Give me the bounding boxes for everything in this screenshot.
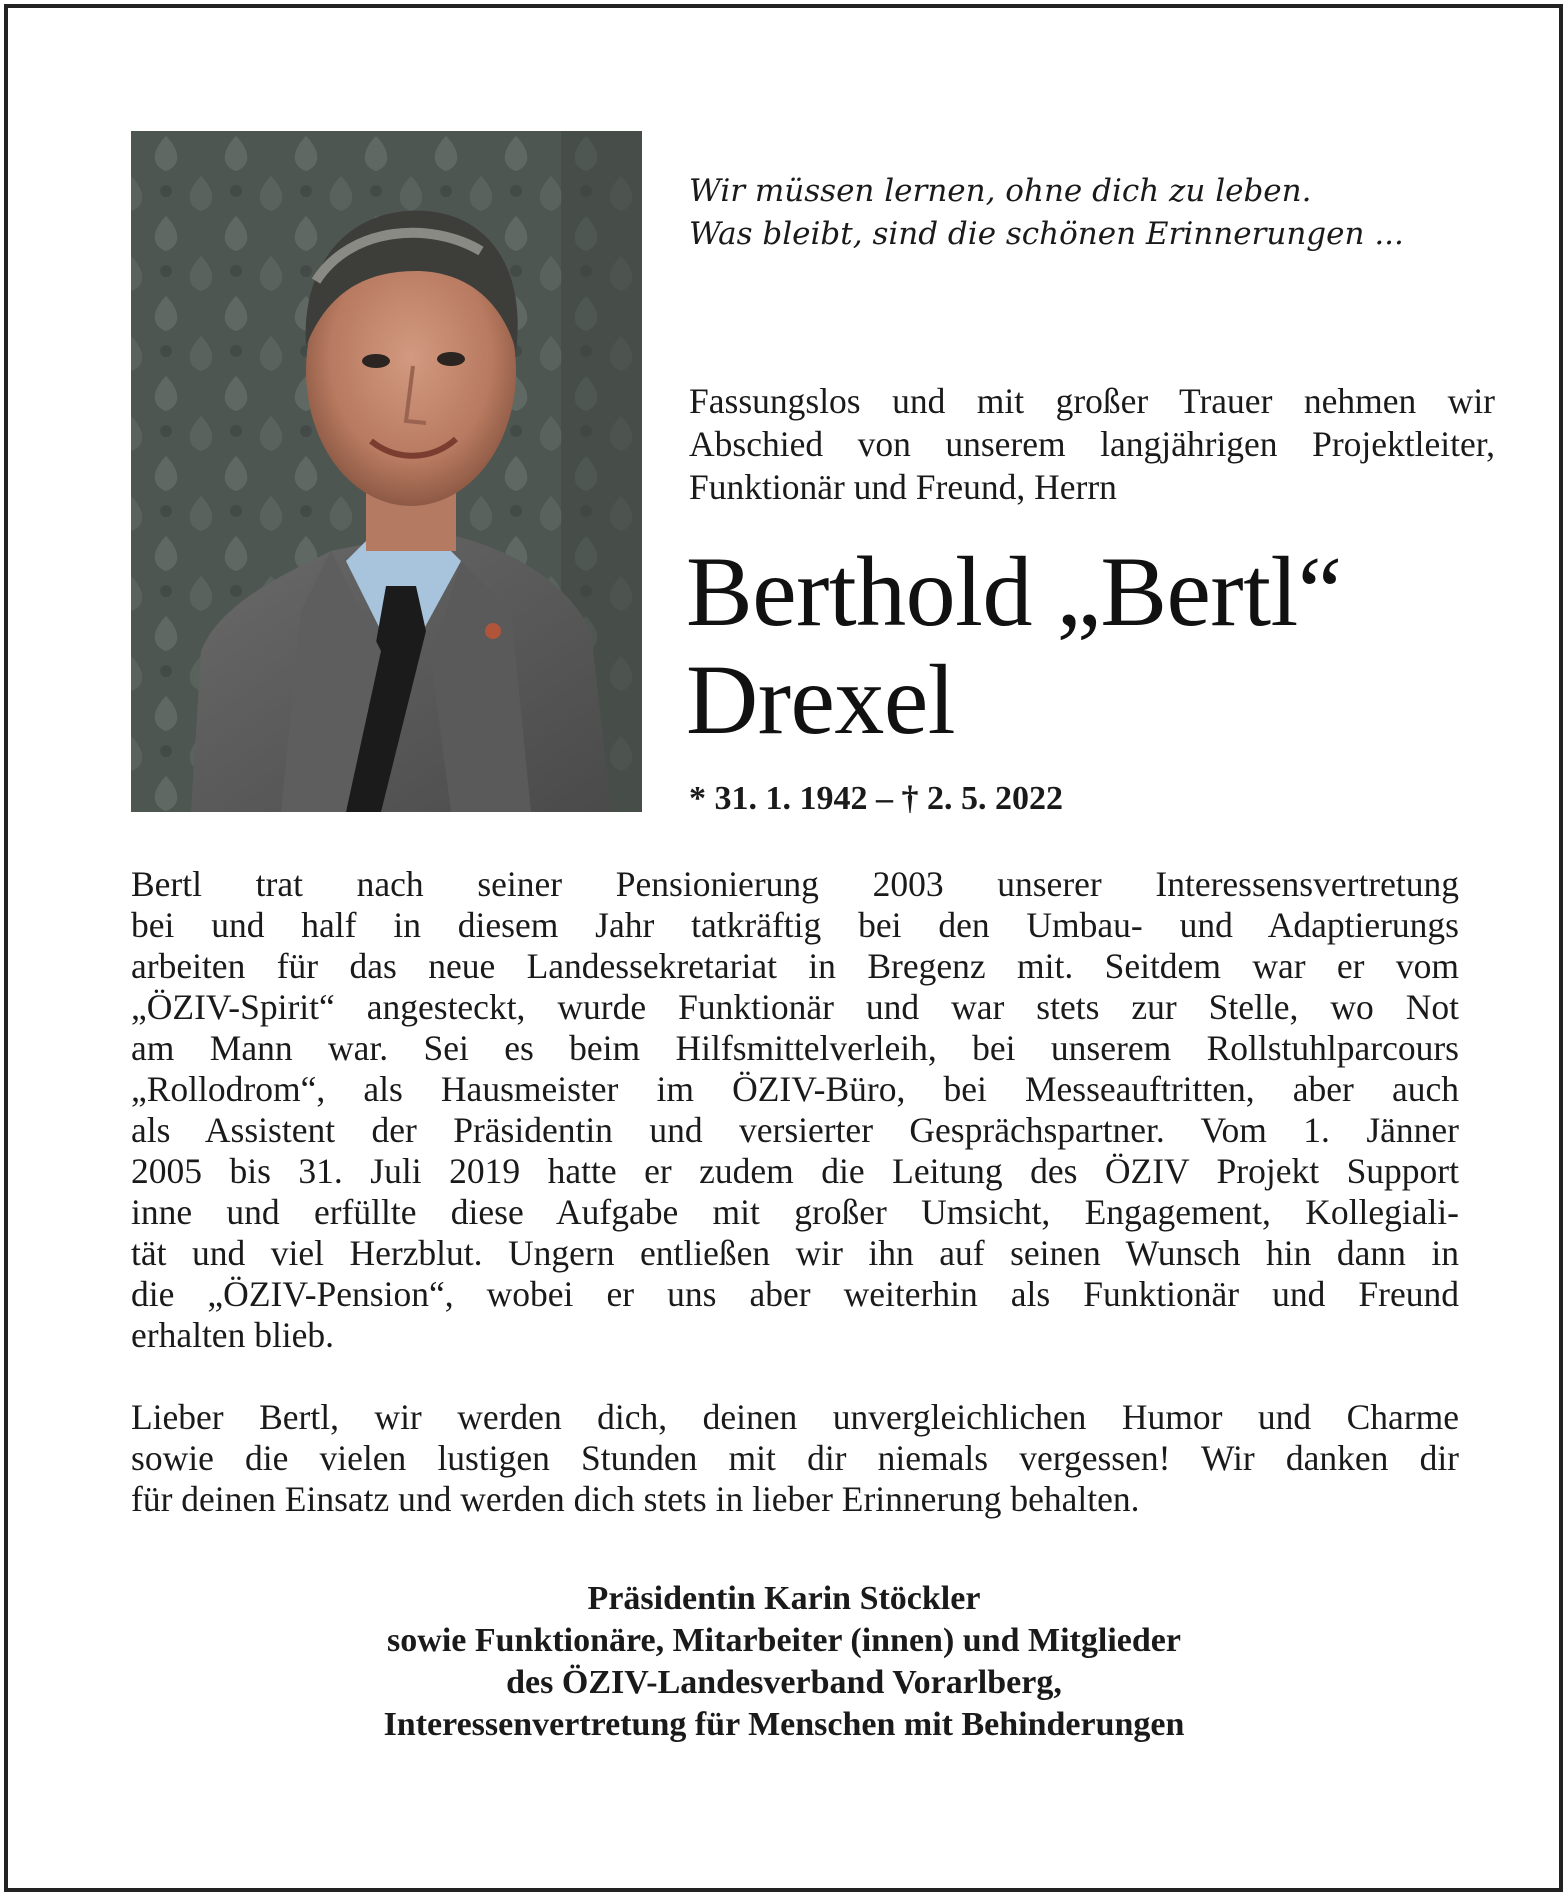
quote-line-1: Wir müssen lernen, ohne dich zu leben. [689, 173, 1312, 209]
quote-line-2: Was bleibt, sind die schönen Erinnerungen ... [689, 216, 1404, 252]
text-line: für deinen Einsatz und werden dich stets in lieber Erinnerung behalten. [131, 1479, 1140, 1519]
tribute-paragraph-1 [131, 864, 1459, 1356]
text-line: am Mann war. Sei es beim Hilfsmittelverleih, bei unserem Rollstuhlparcours [131, 1028, 1459, 1068]
text-line: „ÖZIV-Spirit“ angesteckt, wurde Funktionär und war stets zur Stelle, wo Not [131, 987, 1459, 1027]
deceased-name [686, 538, 1526, 754]
text-line: als Assistent der Präsidentin und versierter Gesprächspartner. Vom 1. Jänner [131, 1110, 1459, 1150]
text-line: arbeiten für das neue Landessekretariat in Bregenz mit. Seitdem war er vom [131, 946, 1459, 986]
tribute-paragraph-2 [131, 1397, 1459, 1520]
tribute-body [131, 864, 1459, 1561]
signature-block [131, 1578, 1437, 1746]
signature-line-1: Präsidentin Karin Stöckler [587, 1580, 981, 1617]
signature-line-4: Interessenvertretung für Menschen mit Behinderungen [383, 1706, 1185, 1743]
name-line-2: Drexel [686, 644, 956, 755]
text-line: bei und half in diesem Jahr tatkräftig bei den Umbau- und Adaptierungs [131, 905, 1459, 945]
text-line: erhalten blieb. [131, 1315, 335, 1355]
text-line: Bertl trat nach seiner Pensionierung 2003 unserer Interessensvertretung [131, 864, 1459, 904]
text-line: „Rollodrom“, als Hausmeister im ÖZIV-Büro, bei Messeauftritten, aber auch [131, 1069, 1459, 1109]
name-line-1: Berthold „Bertl“ [686, 536, 1342, 647]
signature-line-2: sowie Funktionäre, Mitarbeiter (innen) und Mitglieder [387, 1622, 1181, 1659]
text-line: inne und erfüllte diese Aufgabe mit großer Umsicht, Engagement, Kollegiali- [131, 1192, 1459, 1232]
memorial-quote [689, 170, 1489, 256]
text-line: sowie die vielen lustigen Stunden mit dir niemals vergessen! Wir danken dir [131, 1438, 1459, 1478]
text-line: tät und viel Herzblut. Ungern entließen wir ihn auf seinen Wunsch hin dann in [131, 1233, 1459, 1273]
text-line: 2005 bis 31. Juli 2019 hatte er zudem die Leitung des ÖZIV Projekt Support [131, 1151, 1459, 1191]
intro-text: Fassungslos und mit großer Trauer nehmen wir Abschied von unserem langjährigen Projektleiter, Funktionär und Freund, Herrn [689, 381, 1495, 507]
text-line: Lieber Bertl, wir werden dich, deinen unvergleichlichen Humor und Charme [131, 1397, 1459, 1437]
text-line: die „ÖZIV-Pension“, wobei er uns aber weiterhin als Funktionär und Freund [131, 1274, 1459, 1314]
signature-line-3: des ÖZIV-Landesverband Vorarlberg, [506, 1664, 1062, 1701]
portrait-photo [131, 131, 642, 812]
life-dates: * 31. 1. 1942 – † 2. 5. 2022 [689, 780, 1063, 817]
